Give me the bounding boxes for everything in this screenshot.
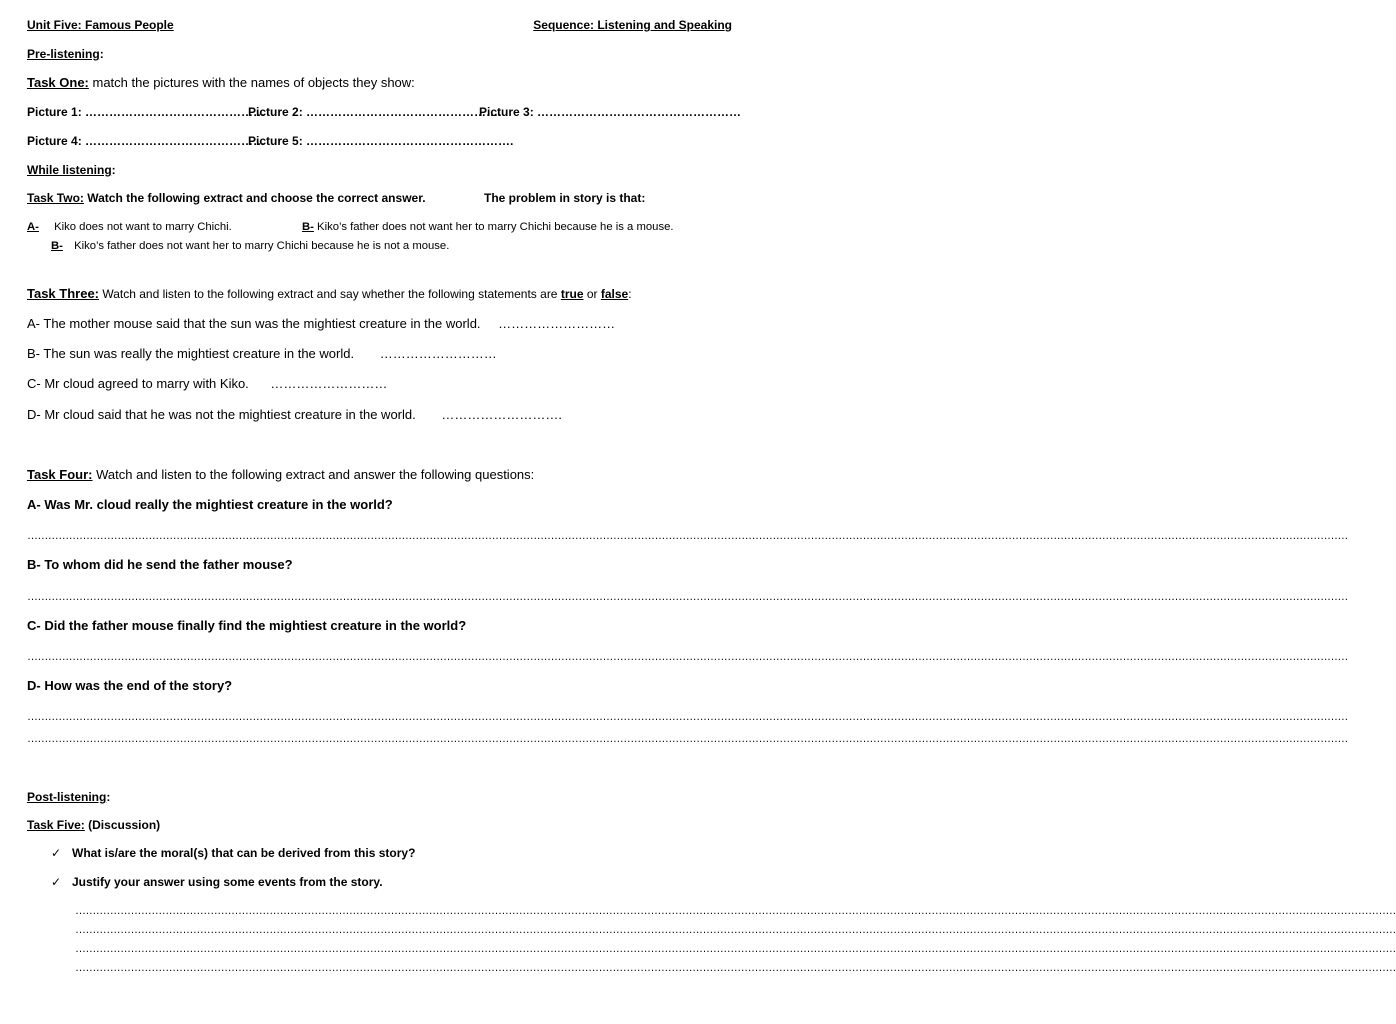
answer-line-c[interactable]: ………………………………………………………………………………………………………………………………………………………………………………………………………………………………………………………………………………………………………………………………………………… <box>27 651 1348 663</box>
option-b2-letter: B- <box>51 240 63 252</box>
task-four-line <box>27 467 534 483</box>
statement-a-blank[interactable]: ……………………… <box>498 316 616 331</box>
statement-a <box>27 316 615 332</box>
or-word: or <box>583 287 601 301</box>
false-word: false <box>600 287 629 301</box>
task-one-instruction: match the pictures with the names of objects they show: <box>88 75 415 90</box>
statement-b-blank[interactable]: ……………………… <box>379 346 497 361</box>
task-three-line <box>27 286 632 302</box>
answer-line-b[interactable]: ………………………………………………………………………………………………………………………………………………………………………………………………………………………………………………………………………………………………………………………………………………… <box>27 591 1348 603</box>
task-five-label: Task Five: <box>27 818 85 832</box>
task-two-line <box>27 190 426 206</box>
statement-d-text: D- Mr cloud said that he was not the mightiest creature in the world. <box>27 407 416 422</box>
answer-line-d2[interactable]: ………………………………………………………………………………………………………………………………………………………………………………………………………………………………………………………………………………………………………………………………………………… <box>27 733 1348 745</box>
check-icon: ✓ <box>50 875 62 889</box>
bullet-2 <box>50 874 383 890</box>
discussion-line-1[interactable]: ………………………………………………………………………………………………………………………………………………………………………………………………………………………………………………………………………………………………………………………………………………… <box>75 905 1396 917</box>
option-a-text: Kiko does not want to marry Chichi. <box>54 221 232 233</box>
statement-c-blank[interactable]: ……………………… <box>270 376 388 391</box>
task-five-line <box>27 817 160 833</box>
task-two-option-b[interactable] <box>302 219 674 235</box>
statement-c <box>27 376 387 392</box>
post-listening-heading: Post-listening: <box>27 790 111 804</box>
sequence-title-text: Sequence: Listening and Speaking <box>533 18 732 32</box>
bullet-2-text: Justify your answer using some events from the story. <box>72 875 383 889</box>
check-icon: ✓ <box>50 846 62 860</box>
task-four-instruction: Watch and listen to the following extract and answer the following questions: <box>92 467 535 482</box>
option-b-text: Kiko’s father does not want her to marry Chichi because he is a mouse. <box>313 221 674 233</box>
discussion-line-3[interactable]: ………………………………………………………………………………………………………………………………………………………………………………………………………………………………………………………………………………………………………………………………………………… <box>75 943 1396 955</box>
picture-5-field[interactable]: Picture 5: ……………………………………………. <box>248 134 514 148</box>
option-a-letter: A- <box>27 221 39 233</box>
unit-title <box>27 17 174 33</box>
picture-1-field[interactable]: Picture 1: ……………………………………… <box>27 105 266 119</box>
picture-2-field[interactable]: Picture 2: …………………………………………. <box>248 105 502 119</box>
task-two-option-a[interactable] <box>27 219 232 235</box>
while-listening-heading: While listening: <box>27 163 116 177</box>
question-d: D- How was the end of the story? <box>27 678 233 693</box>
discussion-line-4[interactable]: ………………………………………………………………………………………………………………………………………………………………………………………………………………………………………………………………………………………………………………………………………………… <box>75 962 1396 974</box>
bullet-1-text: What is/are the moral(s) that can be derived from this story? <box>72 846 416 860</box>
pre-listening-heading: Pre-listening: <box>27 47 104 61</box>
answer-line-d1[interactable]: ………………………………………………………………………………………………………………………………………………………………………………………………………………………………………………………………………………………………………………………………………………… <box>27 711 1348 723</box>
statement-a-text: A- The mother mouse said that the sun was the mightiest creature in the world. <box>27 316 481 331</box>
statement-d <box>27 407 562 423</box>
task-five-note: (Discussion) <box>84 818 161 832</box>
sequence-title <box>533 17 732 33</box>
task-one-label: Task One: <box>27 75 89 90</box>
discussion-line-2[interactable]: ………………………………………………………………………………………………………………………………………………………………………………………………………………………………………………………………………………………………………………………………………………… <box>75 924 1396 936</box>
unit-title-text: Unit Five: Famous People <box>27 18 174 32</box>
task-four-label: Task Four: <box>27 467 93 482</box>
question-a: A- Was Mr. cloud really the mightiest creature in the world? <box>27 497 393 512</box>
statement-c-text: C- Mr cloud agreed to marry with Kiko. <box>27 376 249 391</box>
task-two-label: Task Two: <box>27 191 84 205</box>
task-two-instruction: Watch the following extract and choose the correct answer. <box>83 191 426 205</box>
option-b2-text: Kiko’s father does not want her to marry Chichi because he is not a mouse. <box>74 240 450 252</box>
question-b: B- To whom did he send the father mouse? <box>27 557 293 572</box>
statement-b-text: B- The sun was really the mightiest creature in the world. <box>27 346 355 361</box>
picture-4-field[interactable]: Picture 4: ……………………………………… <box>27 134 266 148</box>
picture-3-field[interactable]: Picture 3: …………………………………………… <box>479 105 742 119</box>
statement-d-blank[interactable]: ………………………. <box>441 407 562 422</box>
statement-b <box>27 346 497 362</box>
task-two-option-b2[interactable] <box>51 238 449 254</box>
task-three-colon: : <box>628 287 632 301</box>
answer-line-a[interactable]: ………………………………………………………………………………………………………………………………………………………………………………………………………………………………………………………………………………………………………………………………………………… <box>27 530 1348 542</box>
task-two-prompt: The problem in story is that: <box>484 191 646 205</box>
true-word: true <box>560 287 584 301</box>
task-three-label: Task Three: <box>27 286 100 301</box>
question-c: C- Did the father mouse finally find the mightiest creature in the world? <box>27 618 467 633</box>
task-three-instruction: Watch and listen to the following extract and say whether the following statements are <box>99 287 561 301</box>
option-b-letter: B- <box>302 221 314 233</box>
bullet-1 <box>50 845 415 861</box>
task-one-line <box>27 75 415 91</box>
